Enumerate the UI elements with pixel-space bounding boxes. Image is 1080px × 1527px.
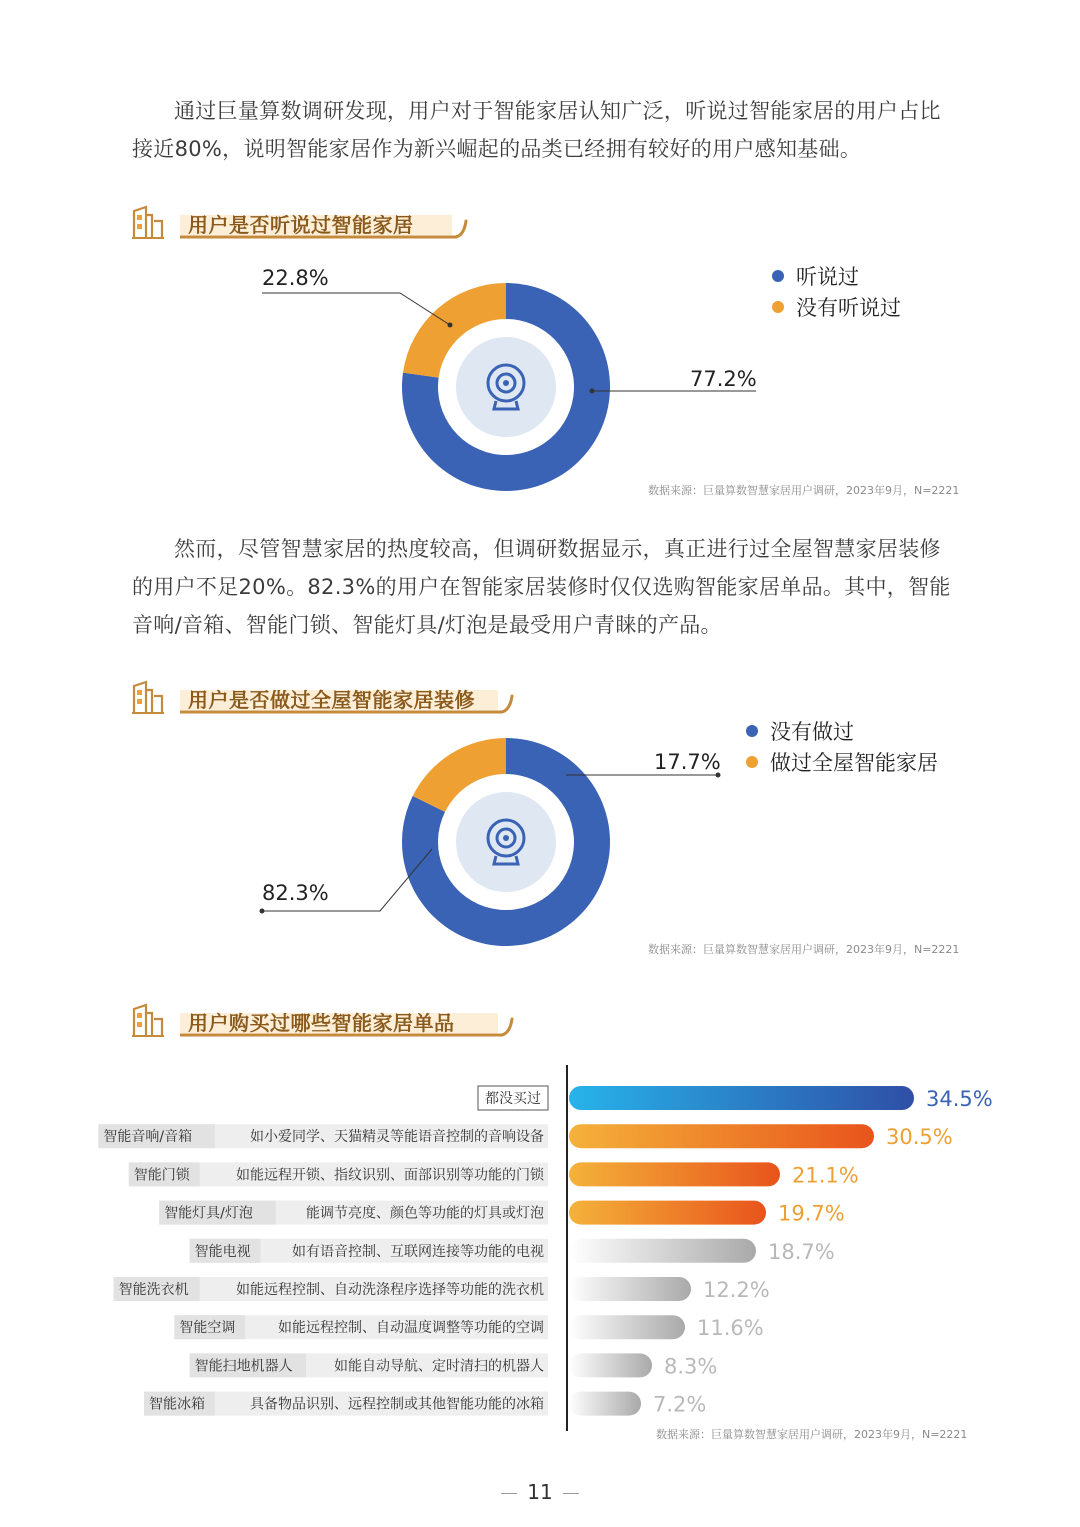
source-note: 数据来源：巨量算数智慧家居用户调研，2023年9月，N=2221 xyxy=(648,943,960,956)
legend-item xyxy=(772,260,901,291)
bar-value-label: 34.5% xyxy=(926,1087,993,1111)
source-note: 数据来源：巨量算数智慧家居用户调研，2023年9月，N=2221 xyxy=(648,484,960,497)
svg-text:如小爱同学、天猫精灵等能语音控制的音响设备: 如小爱同学、天猫精灵等能语音控制的音响设备 xyxy=(250,1129,544,1146)
leader-dot xyxy=(448,323,453,328)
leader-line-minor xyxy=(262,293,450,325)
legend-label: 听说过 xyxy=(796,264,859,289)
svg-text:智能冰箱: 智能冰箱 xyxy=(149,1396,205,1413)
label-not-renovated-value: 82.3% xyxy=(262,881,329,905)
svg-text:智能扫地机器人: 智能扫地机器人 xyxy=(194,1358,293,1375)
bar-category-label xyxy=(144,1392,548,1416)
bar-value-label: 7.2% xyxy=(653,1392,707,1417)
label-renovated-value: 17.7% xyxy=(654,750,721,774)
legend-aware xyxy=(772,260,901,322)
leader-dot xyxy=(260,909,265,914)
bar xyxy=(569,1277,691,1301)
building-icon xyxy=(130,680,166,714)
svg-text:智能音响/音箱: 智能音响/音箱 xyxy=(103,1129,193,1146)
donut-center xyxy=(456,337,556,437)
intro-paragraph: 通过巨量算数调研发现，用户对于智能家居认知广泛，听说过智能家居的用户占比接近80%，说明智能家居作为新兴崛起的品类已经拥有较好的用户感知基础。 xyxy=(132,99,941,161)
svg-text:智能电视: 智能电视 xyxy=(194,1243,251,1260)
svg-text:智能门锁: 智能门锁 xyxy=(133,1167,190,1184)
label-aware-value: 77.2% xyxy=(690,367,757,391)
svg-text:能调节亮度、颜色等功能的灯具或灯泡: 能调节亮度、颜色等功能的灯具或灯泡 xyxy=(306,1205,544,1222)
svg-text:如有语音控制、互联网连接等功能的电视: 如有语音控制、互联网连接等功能的电视 xyxy=(292,1243,544,1260)
svg-text:智能灯具/灯泡: 智能灯具/灯泡 xyxy=(164,1205,253,1222)
bar-category-label xyxy=(190,1353,548,1377)
svg-text:智能空调: 智能空调 xyxy=(179,1320,236,1337)
bar-chart-products xyxy=(0,1055,1080,1435)
bar-category-label xyxy=(114,1277,548,1301)
section-header-aware xyxy=(130,205,470,245)
analysis-paragraph: 然而，尽管智慧家居的热度较高，但调研数据显示，真正进行过全屋智慧家居装修的用户不足20%。82.3%的用户在智能家居装修时仅仅选购智能家居单品。其中，智能音响/音箱、智能门锁、智能灯具/灯泡是最受用户青睐的产品。 xyxy=(132,537,951,637)
legend-item xyxy=(772,291,901,322)
svg-text:智能洗衣机: 智能洗衣机 xyxy=(118,1282,189,1298)
section-header-products xyxy=(130,1003,520,1043)
bar-value-label: 18.7% xyxy=(768,1239,835,1264)
bar xyxy=(569,1315,685,1339)
legend-label: 没有做过 xyxy=(770,719,854,744)
bar xyxy=(569,1086,914,1110)
svg-text:如能远程控制、自动洗涤程序选择等功能的洗衣机: 如能远程控制、自动洗涤程序选择等功能的洗衣机 xyxy=(236,1282,544,1298)
section-header-renovation xyxy=(130,680,520,720)
bar-category-label xyxy=(174,1315,548,1339)
bar xyxy=(569,1162,780,1186)
dash-right xyxy=(563,1493,579,1494)
bar-value-label: 19.7% xyxy=(778,1201,845,1226)
bar-category-label xyxy=(478,1086,548,1110)
svg-text:如能远程开锁、指纹识别、面部识别等功能的门锁: 如能远程开锁、指纹识别、面部识别等功能的门锁 xyxy=(236,1167,544,1184)
section-title: 用户是否听说过智能家居 xyxy=(188,213,414,237)
bar xyxy=(569,1353,652,1377)
section-title: 用户是否做过全屋智能家居装修 xyxy=(188,688,475,712)
bar-value-label: 11.6% xyxy=(697,1316,764,1341)
legend-label: 做过全屋智能家居 xyxy=(770,750,938,775)
legend-dot-blue xyxy=(746,725,758,737)
source-note: 数据来源：巨量算数智慧家居用户调研，2023年9月，N=2221 xyxy=(656,1428,968,1441)
leader-dot xyxy=(590,389,595,394)
section-title: 用户购买过哪些智能家居单品 xyxy=(188,1011,455,1035)
legend-item xyxy=(746,746,938,777)
legend-label: 没有听说过 xyxy=(796,295,901,320)
label-not-aware-value: 22.8% xyxy=(262,266,329,290)
building-icon xyxy=(130,205,166,239)
bar xyxy=(569,1239,756,1263)
legend-dot-orange xyxy=(772,301,784,313)
bar-category-label xyxy=(159,1201,548,1225)
legend-dot-blue xyxy=(772,270,784,282)
dash-left xyxy=(501,1493,517,1494)
bar-value-label: 8.3% xyxy=(664,1354,718,1379)
svg-text:如能自动导航、定时清扫的机器人: 如能自动导航、定时清扫的机器人 xyxy=(334,1358,544,1375)
bar-category-label xyxy=(98,1124,548,1148)
legend-dot-orange xyxy=(746,756,758,768)
bar-category-label xyxy=(129,1162,548,1186)
bar-value-label: 30.5% xyxy=(886,1125,953,1150)
legend-renovation xyxy=(746,715,938,777)
bar xyxy=(569,1392,641,1416)
bar-value-label: 21.1% xyxy=(792,1163,859,1188)
bar xyxy=(569,1124,874,1148)
svg-text:如能远程控制、自动温度调整等功能的空调: 如能远程控制、自动温度调整等功能的空调 xyxy=(278,1320,544,1337)
svg-text:都没买过: 都没买过 xyxy=(485,1091,541,1107)
bar xyxy=(569,1201,766,1225)
svg-text:具备物品识别、远程控制或其他智能功能的冰箱: 具备物品识别、远程控制或其他智能功能的冰箱 xyxy=(250,1396,544,1413)
building-icon xyxy=(130,1003,166,1037)
page-number xyxy=(0,1480,1080,1504)
bar-value-label: 12.2% xyxy=(703,1278,770,1302)
donut-center xyxy=(456,792,556,892)
bar-category-label xyxy=(190,1239,548,1263)
legend-item xyxy=(746,715,938,746)
page-number-text: 11 xyxy=(527,1480,553,1504)
